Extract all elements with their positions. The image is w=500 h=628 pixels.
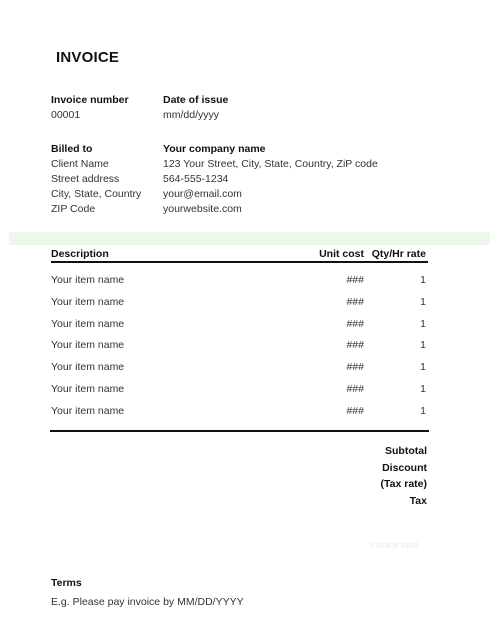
company-phone: 564-555-1234 (163, 173, 229, 185)
table-header (51, 246, 428, 263)
row-description: Your item name (51, 404, 125, 417)
date-of-issue-label: Date of issue (163, 94, 229, 106)
row-qty: 1 (420, 361, 426, 374)
company-address: 123 Your Street, City, State, Country, ZiP code (163, 158, 378, 170)
table-row (51, 270, 428, 292)
date-of-issue-value: mm/dd/yyyy (163, 109, 220, 121)
row-qty: 1 (420, 295, 426, 308)
invoice-number-block (51, 94, 129, 123)
discount-label: Discount (382, 461, 427, 474)
row-qty: 1 (420, 382, 426, 395)
row-description: Your item name (51, 274, 125, 286)
header-description: Description (51, 248, 109, 260)
row-description: Your item name (51, 295, 125, 308)
table-row (51, 335, 428, 357)
table-row (51, 292, 428, 314)
client-zip: ZIP Code (51, 203, 96, 215)
row-unit-cost: ### (346, 339, 364, 352)
row-qty: 1 (420, 274, 426, 286)
table-row (51, 379, 428, 401)
client-city: City, State, Country (51, 188, 142, 200)
billed-to-label: Billed to (51, 143, 93, 155)
date-of-issue-block (163, 94, 228, 123)
client-street: Street address (51, 173, 120, 185)
row-unit-cost: ### (346, 361, 364, 374)
table-bottom-rule (50, 430, 429, 432)
row-unit-cost: ### (346, 274, 364, 286)
table-row (51, 401, 428, 423)
tax-rate-label: (Tax rate) (380, 478, 427, 491)
company-name-label: Your company name (163, 143, 266, 155)
terms-block (51, 577, 244, 610)
invoice-number-value: 00001 (51, 109, 81, 121)
row-unit-cost: ### (346, 404, 364, 417)
table-row (51, 314, 428, 336)
table-row (51, 357, 428, 379)
terms-label: Terms (51, 577, 82, 589)
tax-label: Tax (409, 495, 427, 508)
invoice-total-label: Invoice total (370, 540, 419, 550)
row-description: Your item name (51, 361, 125, 374)
subtotal-label: Subtotal (385, 445, 427, 457)
client-name: Client Name (51, 158, 109, 170)
accent-band (9, 232, 490, 245)
totals-block (381, 443, 428, 510)
company-website: yourwebsite.com (163, 203, 242, 215)
invoice-title: INVOICE (56, 49, 120, 66)
row-description: Your item name (51, 339, 125, 352)
item-rows (51, 270, 428, 423)
row-qty: 1 (420, 404, 426, 417)
row-unit-cost: ### (346, 382, 364, 395)
company-block (163, 143, 378, 217)
header-qty: Qty/Hr rate (371, 248, 426, 260)
row-description: Your item name (51, 317, 125, 330)
billed-to-block (51, 143, 141, 217)
row-unit-cost: ### (346, 317, 364, 330)
row-unit-cost: ### (346, 295, 364, 308)
header-unit-cost: Unit cost (319, 248, 364, 260)
company-email: your@email.com (163, 188, 242, 200)
row-qty: 1 (420, 317, 426, 330)
row-qty: 1 (420, 339, 426, 352)
invoice-number-label: Invoice number (51, 94, 129, 106)
row-description: Your item name (51, 382, 125, 395)
terms-text: E.g. Please pay invoice by MM/DD/YYYY (51, 596, 244, 608)
